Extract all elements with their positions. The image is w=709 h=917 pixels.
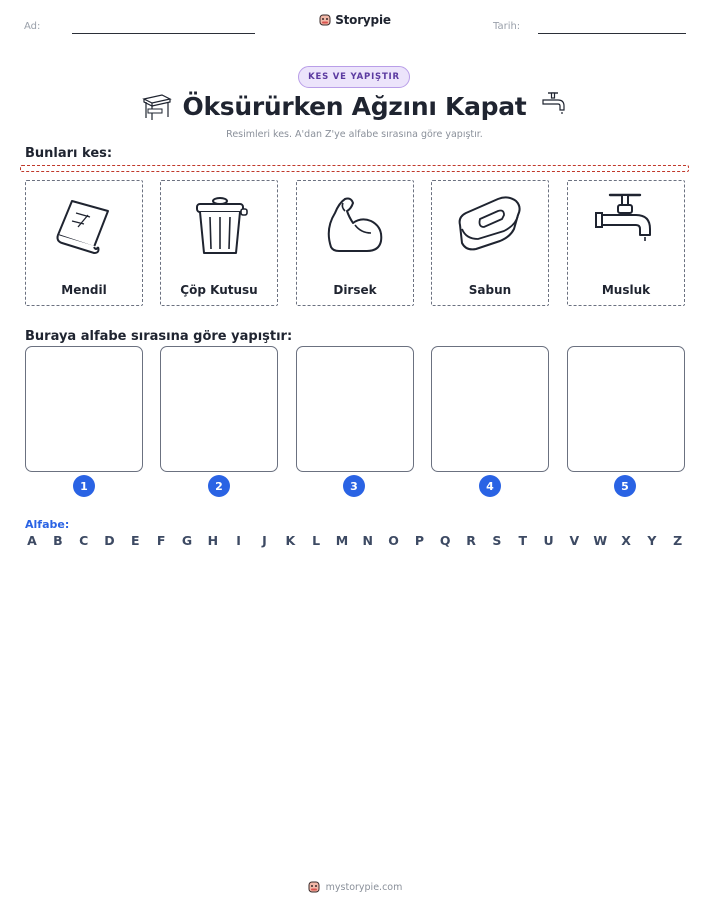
paste-box-5[interactable] (567, 346, 685, 472)
alphabet-letter: I (236, 533, 241, 548)
alphabet-label: Alfabe: (25, 518, 70, 531)
faucet-title-icon (540, 90, 568, 118)
faucet-icon (592, 189, 662, 259)
page-title: Öksürürken Ağzını Kapat (182, 92, 527, 121)
cut-card-mendil[interactable] (25, 180, 143, 306)
alphabet-letter: O (388, 533, 399, 548)
footer-mascot-icon (307, 880, 321, 894)
alphabet-letter: M (335, 533, 349, 548)
alphabet-letter: T (518, 533, 527, 548)
alphabet-row (25, 533, 685, 548)
alphabet-letter: D (104, 533, 115, 548)
alphabet-letter: G (181, 533, 193, 548)
name-line[interactable] (72, 33, 255, 34)
alphabet-letter: A (27, 533, 37, 548)
paste-box-3[interactable] (296, 346, 414, 472)
alphabet-letter: W (593, 533, 608, 548)
alphabet-letter: X (621, 533, 631, 548)
alphabet-letter: K (285, 533, 296, 548)
cut-card-dirsek[interactable] (296, 180, 414, 306)
instructions: Resimleri kes. A'dan Z'ye alfabe sırasına göre yapıştır. (226, 129, 483, 140)
paste-box-1[interactable] (25, 346, 143, 472)
flexed-arm-icon (321, 189, 391, 259)
alphabet-letter: E (131, 533, 140, 548)
card-label: Çöp Kutusu (180, 283, 258, 297)
number-badge-2: 2 (208, 475, 230, 497)
alphabet-letter: N (362, 533, 373, 548)
name-label: Ad: (24, 21, 41, 32)
alphabet-letter: Q (439, 533, 451, 548)
paste-section-label: Buraya alfabe sırasına göre yapıştır: (25, 329, 293, 344)
alphabet-letter: V (569, 533, 580, 548)
trash-can-icon (185, 189, 255, 259)
alphabet-letter: Z (673, 533, 683, 548)
alphabet-letter: C (79, 533, 89, 548)
cut-card-cop-kutusu[interactable] (160, 180, 278, 306)
number-badge-5: 5 (614, 475, 636, 497)
card-label: Musluk (601, 283, 651, 297)
alphabet-letter: R (466, 533, 476, 548)
alphabet-letter: L (312, 533, 321, 548)
cut-card-musluk[interactable] (567, 180, 685, 306)
date-line[interactable] (538, 33, 686, 34)
tissue-icon (50, 189, 120, 259)
activity-badge: KES VE YAPIŞTIR (298, 66, 410, 88)
alphabet-letter: U (543, 533, 554, 548)
card-label: Sabun (468, 283, 512, 297)
cut-line (20, 165, 689, 172)
alphabet-letter: F (156, 533, 166, 548)
alphabet-letter: Y (647, 533, 657, 548)
brand-name: Storypie (335, 13, 391, 27)
date-label: Tarih: (493, 21, 521, 32)
footer (0, 880, 709, 894)
card-label: Mendil (61, 283, 107, 297)
soap-icon (456, 189, 526, 259)
alphabet-letter: J (262, 533, 267, 548)
cut-card-sabun[interactable] (431, 180, 549, 306)
brand-mascot-icon (318, 13, 332, 27)
number-badge-4: 4 (479, 475, 501, 497)
paste-box-4[interactable] (431, 346, 549, 472)
alphabet-letter: H (207, 533, 219, 548)
number-badge-1: 1 (73, 475, 95, 497)
alphabet-letter: B (53, 533, 63, 548)
number-badge-3: 3 (343, 475, 365, 497)
card-label: Dirsek (333, 283, 377, 297)
alphabet-letter: S (492, 533, 502, 548)
alphabet-letter: P (414, 533, 424, 548)
footer-url[interactable]: mystorypie.com (325, 881, 403, 893)
paste-box-2[interactable] (160, 346, 278, 472)
brand-logo (0, 13, 709, 27)
cut-section-label: Bunları kes: (25, 146, 113, 161)
